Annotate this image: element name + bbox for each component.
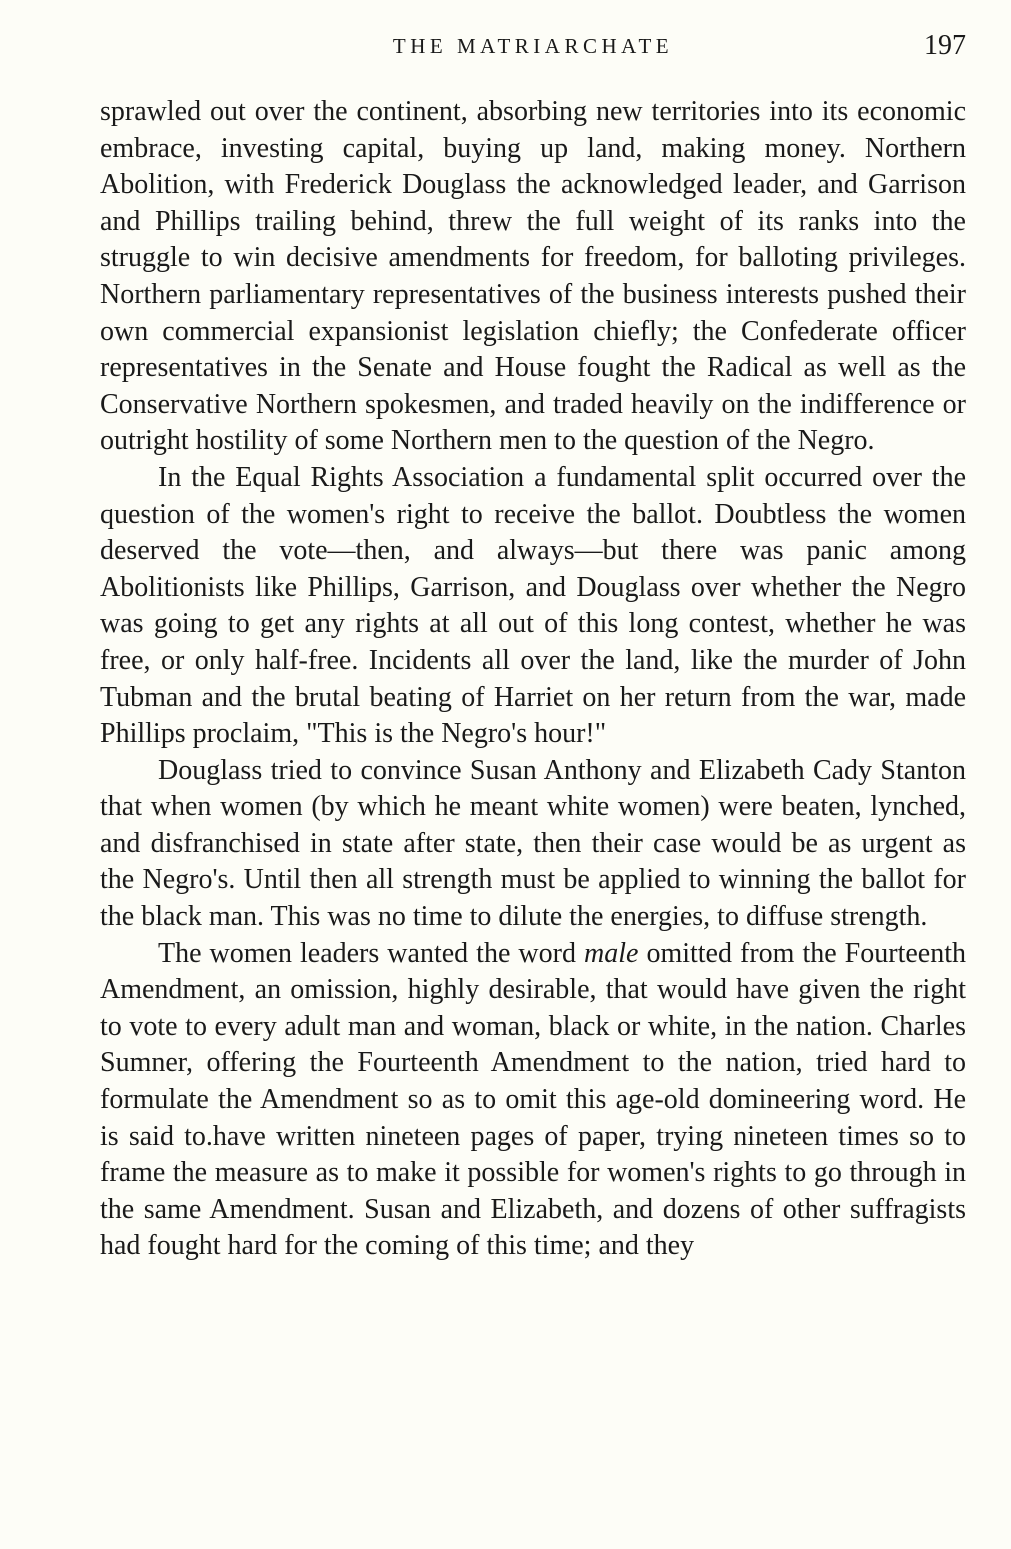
page-number: 197	[924, 30, 966, 61]
paragraph-2: In the Equal Rights Association a fundamental split occurred over the question of the women's right to receive the ballot. Doubtless the women deserved the vote—then, and always—but there was panic among Abolitionists like Phillips, Garrison, and Douglass over whether the Negro was going to get any rights at all out of this long contest, whether he was free, or only half-free. Incidents all over the land, like the murder of John Tubman and the brutal beating of Harriet on her return from the war, made Phillips proclaim, "This is the Negro's hour!"	[100, 461, 966, 750]
emphasized-word: male	[583, 937, 639, 969]
running-header	[100, 32, 966, 68]
paragraph-1: sprawled out over the continent, absorbing new territories into its economic embrace, investing capital, buying up land, making money. Northern Abolition, with Frederick Douglass the acknowledged leader, and Garrison and Phillips trailing behind, threw the full weight of its ranks into the struggle to win decisive amendments for freedom, for balloting privileges. Northern parliamentary representatives of the business interests pushed their own commercial expansionist legislation chiefly; the Confederate officer representatives in the Senate and House fought the Radical as well as the Conservative Northern spokesmen, and traded heavily on the indifference or outright hostility of some Northern men to the question of the Negro.	[100, 96, 966, 457]
paragraph-4-text-end: omitted from the Fourteenth Amendment, an omission, highly desirable, that would have given the right to vote to every adult man and woman, black or white, in the nation. Charles Sumner, offering the Fourteenth Amendment to the nation, tried hard to formulate the Amendment so as to omit this age-old domineering word. He is said to.have written nineteen pages of paper, trying nineteen times so to frame the measure as to make it possible for women's rights to go through in the same Amendment. Susan and Elizabeth, and dozens of other suffragists had fought hard for the coming of this time; and they	[100, 937, 966, 1262]
paragraph-4	[100, 936, 966, 1265]
paragraph-3: Douglass tried to convince Susan Anthony and Elizabeth Cady Stanton that when women (by which he meant white women) were beaten, lynched, and disfranchised in state after state, then their case would be as urgent as the Negro's. Until then all strength must be applied to winning the ballot for the black man. This was no time to dilute the energies, to diffuse strength.	[100, 754, 966, 933]
running-title: THE MATRIARCHATE	[392, 34, 674, 58]
paragraph-4-text-start: The women leaders wanted the word	[158, 937, 584, 969]
body-text	[100, 94, 966, 1265]
